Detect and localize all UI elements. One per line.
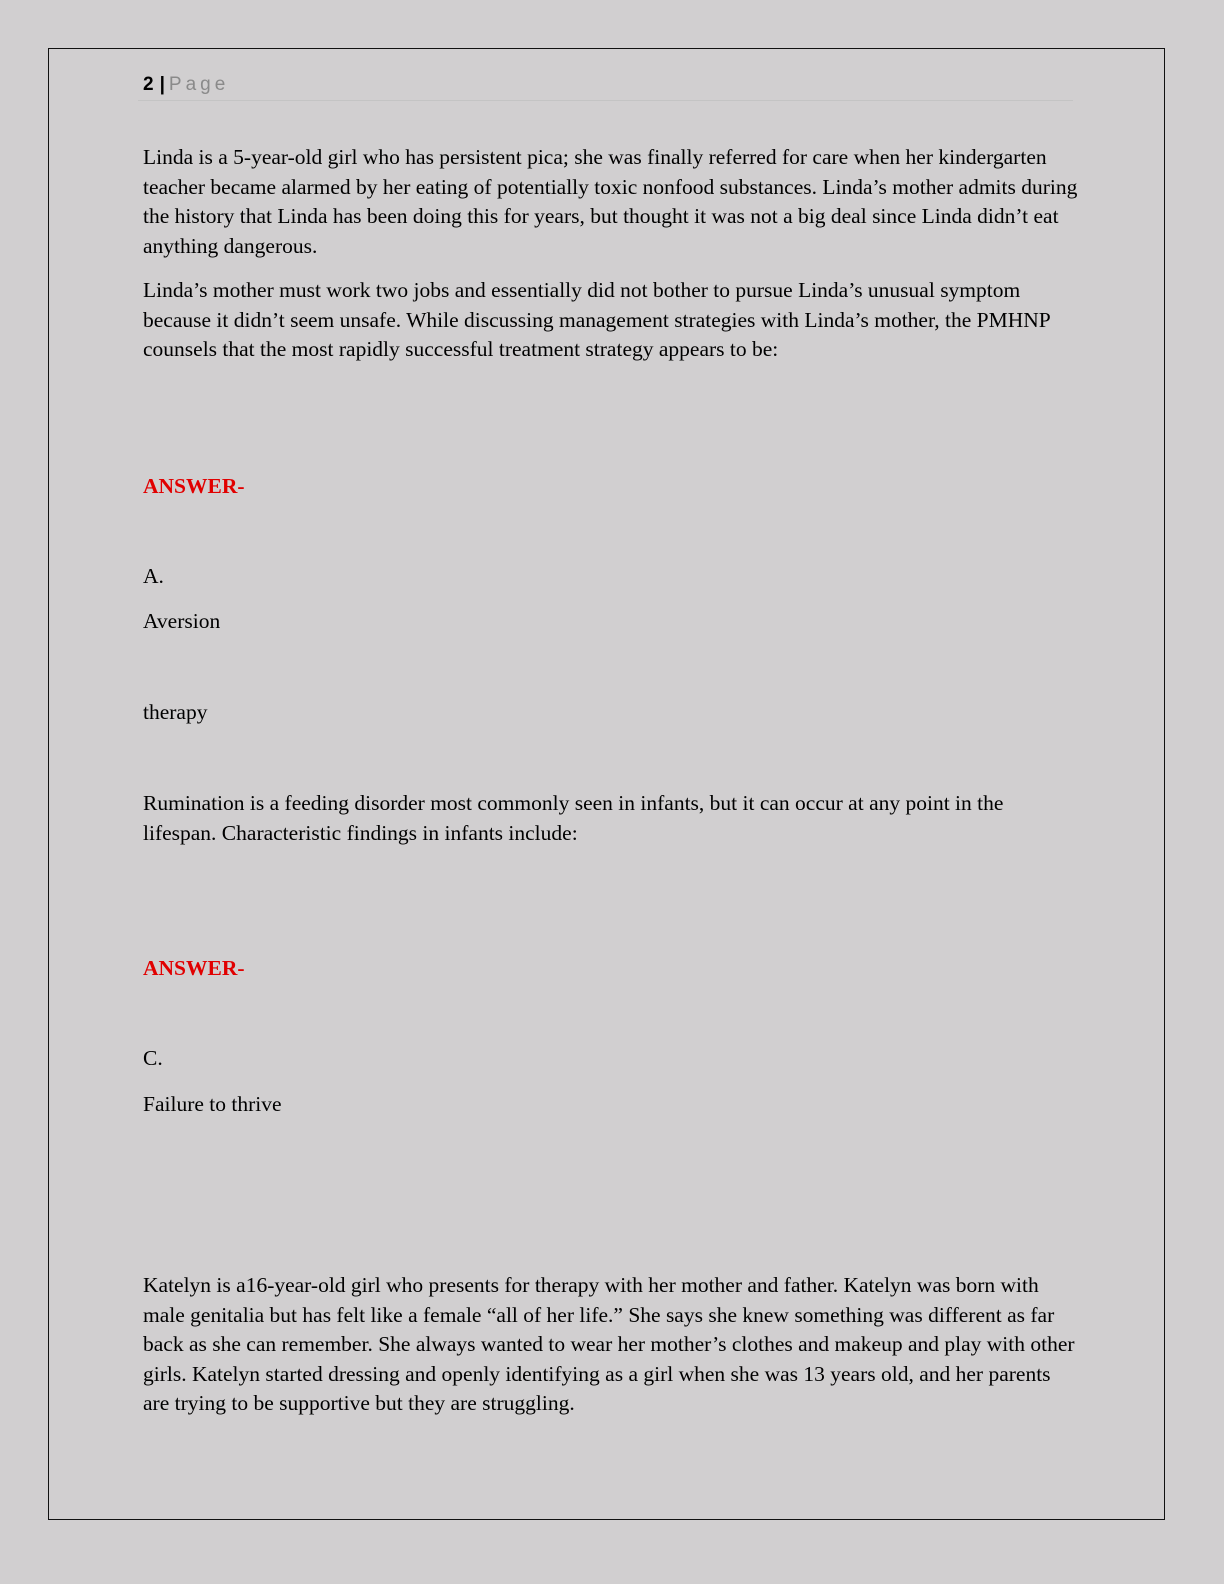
question-1-answer-label: ANSWER- [143,474,245,498]
question-3-paragraph-1: Katelyn is a16-year-old girl who presents for therapy with her mother and father. Katelyn was born with male genitalia but has felt like a female “all of her life.” She says she knew something was different as far back as she can remember. She always wanted to wear her mother’s clothes and makeup and play with other girls. Katelyn started dressing and openly identifying as a girl when she was 13 years old, and her parents are trying to be supportive but they are struggling. [143,1273,1075,1415]
question-2-answer-label: ANSWER- [143,956,245,980]
question-1-paragraph-1: Linda is a 5-year-old girl who has persistent pica; she was finally referred for care when her kindergarten teacher became alarmed by her eating of potentially toxic nonfood substances. Linda’s mother admits during the history that Linda has been doing this for years, but thought it was not a big deal since Linda didn’t eat anything dangerous. [143,145,1078,258]
page-number: 2 [143,74,154,95]
question-1-paragraph-2: Linda’s mother must work two jobs and essentially did not bother to pursue Linda’s unusual symptom because it didn’t seem unsafe. While discussing management strategies with Linda’s mother, the PMHNP counsels that the most rapidly successful treatment strategy appears to be: [143,278,1050,361]
question-1-answer-text-line-1: Aversion [143,609,221,633]
question-2-answer-letter: C. [143,1046,163,1070]
header-rule [138,100,1073,101]
question-1-answer-text-line-2: therapy [143,700,208,724]
header-separator: | [159,74,165,95]
question-2-paragraph-1: Rumination is a feeding disorder most commonly seen in infants, but it can occur at any point in the lifespan. Characteristic findings in infants include: [143,791,1004,845]
question-2-answer-text-line-1: Failure to thrive [143,1092,282,1116]
question-1-answer-letter: A. [143,564,164,588]
page-header [143,74,229,96]
page-word: Page [168,74,230,95]
